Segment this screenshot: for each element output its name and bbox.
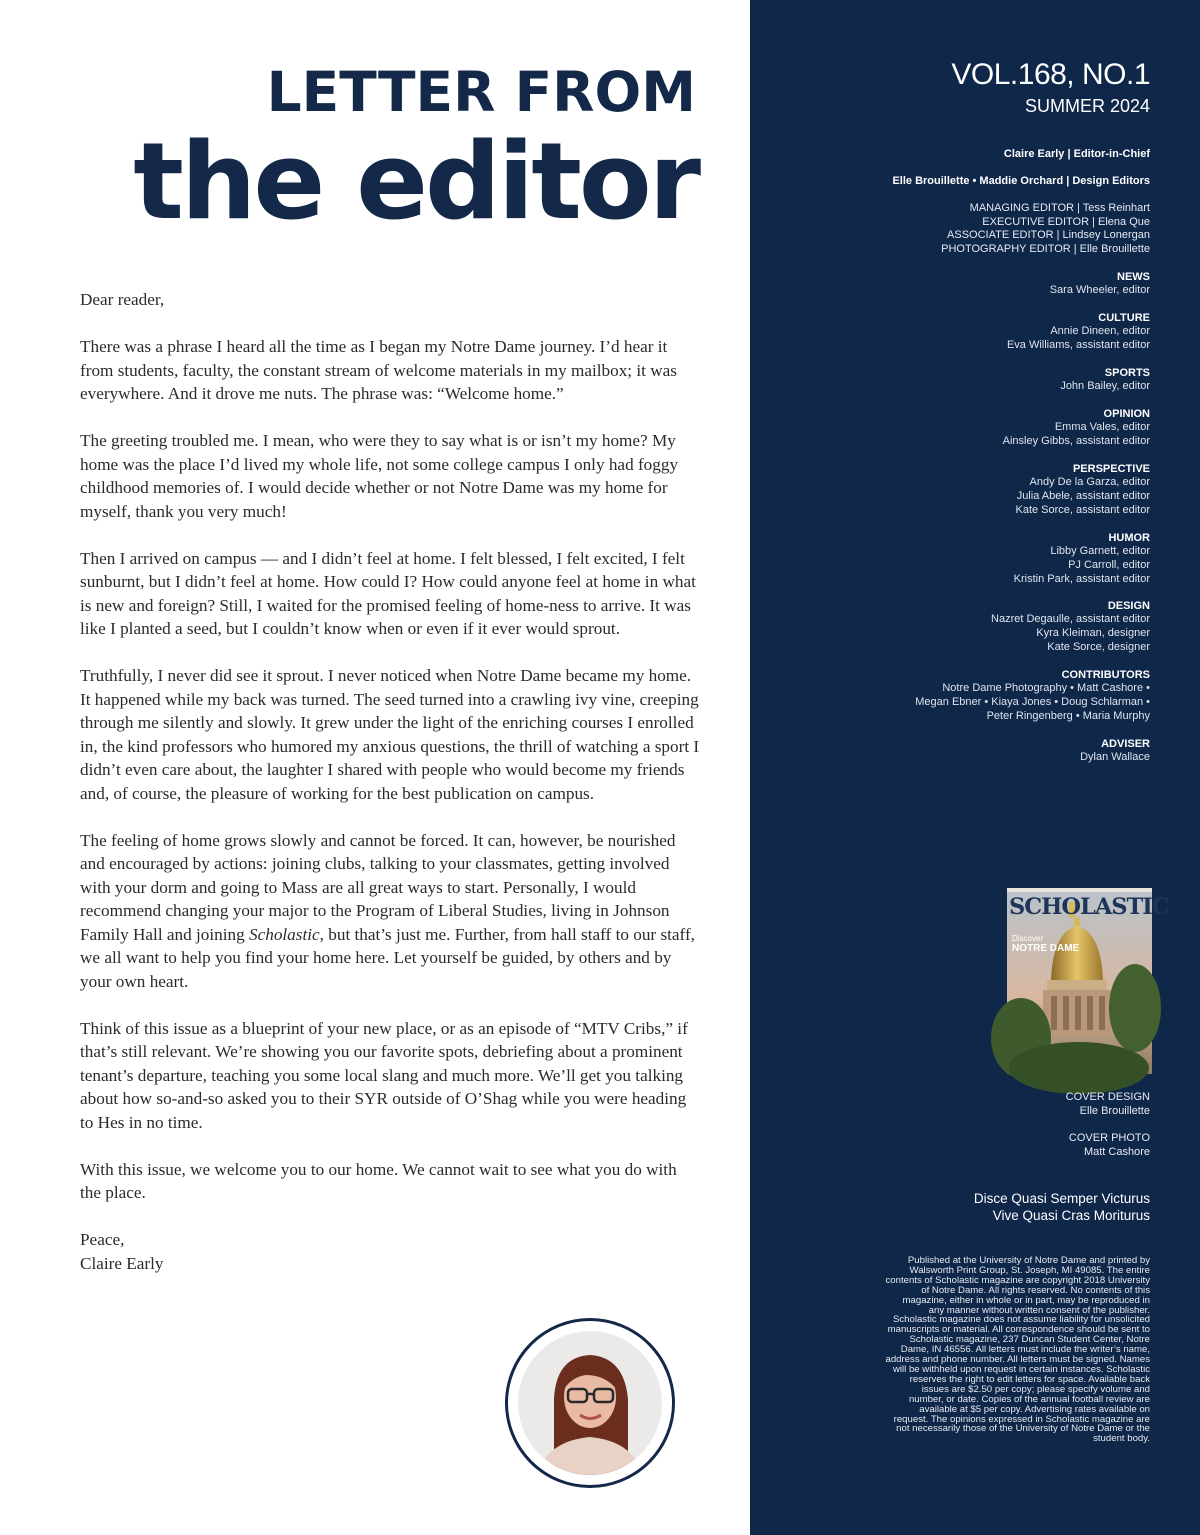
staff-line: Ainsley Gibbs, assistant editor: [1002, 434, 1150, 447]
letter-paragraph-4: Truthfully, I never did see it sprout. I never noticed when Notre Dame became my home. It happened while my back was turned. The seed turned into a crawling ivy vine, creeping through me silently and slowly. It grew under the light of the enriching courses I enrolled in, the kind professors who humored my anxious questions, the thrill of watching a sport I didn’t even care about, the laughter I shared with people who would become my friends and, of course, the pleasure of working for the best publication on campus.: [80, 666, 700, 803]
section-heading: HUMOR: [1108, 532, 1150, 544]
letter-paragraph-6: Think of this issue as a blueprint of your new place, or as an episode of “MTV Cribs,” if that’s still relevant. We’re showing you our favorite spots, debriefing about a prominent tenant’s departure, teaching you some local slang and much more. We’ll get you talking about how so-and-so asked you to their SYR outside of O’Shag while you were heading to Hes in no time.: [80, 1018, 688, 1132]
letter-paragraph-2: The greeting troubled me. I mean, who were they to say what is or isn’t my home? My home was the place I’d lived my whole life, not some college campus I only had foggy childhood memories of. I would decide whether or not Notre Dame was my home for myself, thank you very much!: [80, 431, 679, 521]
editor-line: PHOTOGRAPHY EDITOR | Elle Brouillette: [941, 242, 1150, 255]
staff-line: Kyra Kleiman, designer: [1036, 626, 1150, 639]
cover-photo-label: COVER PHOTO: [1068, 1132, 1150, 1144]
editor-line: EXECUTIVE EDITOR | Elena Que: [982, 215, 1150, 228]
letter-paragraph-7: With this issue, we welcome you to our home. We cannot wait to see what you do with the place.: [80, 1159, 677, 1202]
staff-line: Eva Williams, assistant editor: [1006, 338, 1150, 351]
staff-line: Kate Sorce, assistant editor: [1015, 503, 1150, 516]
staff-line: Emma Vales, editor: [1054, 421, 1150, 433]
letter-greeting: Dear reader,: [80, 290, 165, 309]
letter-signoff: Peace,: [80, 1230, 125, 1249]
design-editors: Elle Brouillette • Maddie Orchard | Design Editors: [892, 175, 1150, 187]
letter-body: [80, 288, 700, 1275]
section-design: [991, 599, 1150, 654]
motto-line-1: Disce Quasi Semper Victurus: [973, 1191, 1150, 1206]
p5-publication-name: Scholastic: [249, 924, 320, 944]
staff-line: Peter Ringenberg • Maria Murphy: [986, 709, 1150, 722]
publication-fine-print: Published at the University of Notre Dame and printed by Walsworth Print Group, St. Joseph, MI 49085. The entire contents of Scholastic magazine are copyright 2018 University of Notre Dame. All rights reserved. No contents of this magazine, either in whole or in part, may be reproduced in any manner without written consent of the publisher. Scholastic magazine does not assume liability for unsolicited manuscripts or material. All correspondence should be sent to Scholastic magazine, 237 Duncan Student Center, Notre Dame, IN 46556. All letters must include the writer’s name, address and phone number. All letters must be signed. Names will be withheld upon request in certain instances. Scholastic reserves the right to edit letters for space. Available back issues are $2.50 per copy; please specify volume and number, or date. Copies of the annual football review are available at $5 per copy. Advertising rates available on request. The opinions expressed in Scholastic magazine are not necessarily those of the University of Notre Dame or the student body.: [885, 1255, 1150, 1445]
staff-line: PJ Carroll, editor: [1068, 558, 1150, 571]
cover-kicker: Discover: [1012, 934, 1044, 943]
magazine-cover-thumbnail: [1007, 888, 1169, 1074]
staff-line: Libby Garnett, editor: [1050, 545, 1150, 557]
staff-line: Kristin Park, assistant editor: [1013, 572, 1150, 585]
section-heading: DESIGN: [1107, 600, 1150, 612]
staff-line: Nazret Degaulle, assistant editor: [991, 613, 1150, 625]
section-heading: CONTRIBUTORS: [1061, 669, 1150, 681]
cover-logo: SCHOLASTIC: [1009, 894, 1169, 920]
section-adviser: [1080, 737, 1150, 765]
staff-line: Dylan Wallace: [1080, 751, 1150, 763]
cover-headline: NOTRE DAME: [1012, 943, 1080, 954]
section-contributors: [915, 668, 1150, 723]
staff-line: Annie Dineen, editor: [1050, 325, 1150, 337]
editor-line: MANAGING EDITOR | Tess Reinhart: [969, 202, 1150, 214]
cover-design-name: Elle Brouillette: [1079, 1105, 1150, 1117]
editor-line: ASSOCIATE EDITOR | Lindsey Lonergan: [947, 229, 1150, 241]
section-opinion: [1003, 407, 1150, 449]
section-culture: [1007, 311, 1150, 353]
section-heading: NEWS: [1117, 271, 1150, 283]
section-heading: ADVISER: [1101, 738, 1150, 750]
section-news: [1050, 270, 1150, 298]
letter-paragraph-3: Then I arrived on campus — and I didn’t feel at home. I felt blessed, I felt excited, I felt sunburnt, but I didn’t feel at home. How could I? How could anyone feel at home in what is new and foreign? Still, I waited for the promised feeling of home-ness to arrive. It was like I planted a seed, but I couldn’t know when or even if it ever would sprout.: [80, 548, 696, 638]
section-heading: CULTURE: [1098, 312, 1150, 324]
staff-line: Julia Abele, assistant editor: [1016, 489, 1150, 502]
p5-text-a: The feeling of home grows slowly and cannot be forced. It can, however, be nourished and encouraged by actions: joining clubs, talking to your classmates, getting involved with your dorm and going to Mass are all great ways to start. Personally, I would recommend changing your major to the Program of Liberal Studies, living in Johnson Family Hall and joining: [80, 830, 676, 944]
masthead-column: [750, 0, 1200, 1535]
staff-line: John Bailey, editor: [1060, 380, 1150, 392]
staff-line: Andy De la Garza, editor: [1029, 476, 1150, 488]
editor-portrait-image: [516, 1329, 664, 1477]
staff-line: Megan Ebner • Kiaya Jones • Doug Schlarman •: [915, 695, 1150, 708]
title-line-2: the editor: [133, 120, 698, 243]
section-heading: PERSPECTIVE: [1072, 463, 1150, 475]
section-humor: [1014, 531, 1150, 586]
letter-signature: Claire Early: [80, 1253, 164, 1273]
title-line-1: LETTER FROM: [266, 60, 696, 124]
cover-photo-name: Matt Cashore: [1083, 1146, 1150, 1158]
staff-line: Sara Wheeler, editor: [1049, 284, 1150, 296]
issue-season: SUMMER 2024: [1024, 96, 1150, 116]
cover-design-label: COVER DESIGN: [1065, 1091, 1150, 1103]
section-heading: OPINION: [1103, 408, 1150, 420]
section-sports: [1060, 366, 1150, 394]
editor-in-chief: Claire Early | Editor-in-Chief: [1003, 148, 1150, 160]
letter-paragraph-1: There was a phrase I heard all the time as I began my Notre Dame journey. I’d hear it from students, faculty, the constant stream of welcome materials in my mailbox; it was everywhere. And it drove me nuts. The phrase was: “Welcome home.”: [80, 337, 677, 403]
editor-portrait: [505, 1318, 675, 1488]
section-heading: SPORTS: [1104, 367, 1150, 379]
letter-paragraph-5: [80, 829, 700, 994]
volume-number: VOL.168, NO.1: [951, 58, 1150, 91]
p5-text-b: , but that’s just me. Further, from hall staff to our staff, we all want to help you find your home here. Let yourself be guided, by others and by your own heart.: [80, 924, 695, 991]
staff-line: Kate Sorce, designer: [1047, 640, 1150, 653]
section-perspective: [1015, 462, 1150, 517]
motto-line-2: Vive Quasi Cras Moriturus: [992, 1208, 1150, 1223]
staff-line: Notre Dame Photography • Matt Cashore •: [942, 682, 1150, 694]
